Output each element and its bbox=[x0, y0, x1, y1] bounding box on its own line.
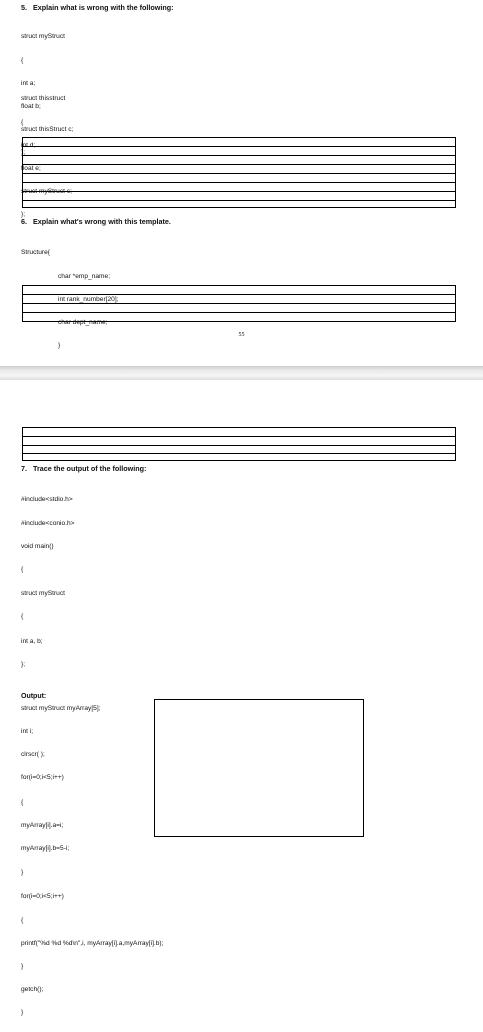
code-line: { bbox=[21, 613, 24, 621]
page-56 bbox=[0, 380, 483, 1017]
output-answer-box[interactable] bbox=[154, 699, 364, 837]
question-7-number: 7. bbox=[21, 464, 27, 473]
code-line: } bbox=[21, 963, 24, 971]
code-line: struct thisStruct c; bbox=[21, 125, 74, 133]
code-line: float e; bbox=[21, 164, 41, 172]
code-line: }; bbox=[21, 660, 26, 668]
code-line: float b; bbox=[21, 102, 41, 110]
code-line: char *emp_name; bbox=[58, 272, 111, 280]
question-6-number: 6. bbox=[21, 217, 27, 226]
code-line: struct myStruct c; bbox=[21, 187, 72, 195]
page-separator bbox=[0, 366, 483, 380]
page-55 bbox=[0, 0, 483, 366]
q6-answer-lines-continued[interactable] bbox=[22, 427, 456, 461]
code-line: void main() bbox=[21, 542, 54, 550]
code-line: } bbox=[21, 869, 24, 877]
code-line: int a, b; bbox=[21, 637, 43, 645]
code-line: clrscr( ); bbox=[21, 751, 45, 759]
code-line: { bbox=[21, 565, 24, 573]
code-line: struct thisstruct bbox=[21, 95, 66, 103]
code-line: { bbox=[21, 56, 24, 64]
question-6 bbox=[21, 217, 171, 226]
code-line: { bbox=[21, 916, 24, 924]
code-line: #include<stdio.h> bbox=[21, 496, 73, 504]
question-7 bbox=[21, 464, 146, 473]
code-line: }; bbox=[21, 148, 26, 156]
question-5 bbox=[21, 3, 174, 12]
code-line: myArray[i].a=i; bbox=[21, 821, 64, 829]
code-line: int a; bbox=[21, 79, 36, 87]
question-7-text: Trace the output of the following: bbox=[33, 464, 147, 473]
code-line: char dept_name; bbox=[58, 318, 108, 326]
code-line: } bbox=[58, 341, 61, 349]
code-line: { bbox=[21, 798, 24, 806]
question-5-number: 5. bbox=[21, 3, 27, 12]
code-line: for(i=0;i<5;i++) bbox=[21, 774, 64, 782]
q6-answer-lines[interactable] bbox=[22, 285, 456, 322]
code-line: struct myStruct bbox=[21, 590, 65, 598]
question-6-text: Explain what's wrong with this template. bbox=[33, 217, 171, 226]
code-line: Structure{ bbox=[21, 249, 50, 257]
code-line: printf("%d %d %d\n",i, myArray[i].a,myArray[i].b); bbox=[21, 940, 164, 948]
q7-code-block bbox=[21, 481, 163, 1032]
code-line: } bbox=[21, 1009, 24, 1017]
code-line: getch(); bbox=[21, 986, 44, 994]
code-line: { bbox=[21, 118, 24, 126]
code-line: #include<conio.h> bbox=[21, 519, 75, 527]
question-5-text: Explain what is wrong with the following: bbox=[33, 3, 174, 12]
code-line: int i; bbox=[21, 728, 34, 736]
q5-answer-lines[interactable] bbox=[22, 137, 456, 208]
code-line bbox=[21, 684, 163, 690]
code-line: myArray[i].b=5-i; bbox=[21, 845, 70, 853]
code-line: struct myStruct bbox=[21, 33, 65, 41]
output-label: Output: bbox=[21, 693, 47, 700]
code-line: int rank_number[20]; bbox=[58, 295, 119, 303]
code-line: int d; bbox=[21, 141, 36, 149]
code-line: }; bbox=[21, 210, 26, 218]
page-number: 55 bbox=[238, 332, 245, 338]
code-line: for(i=0;i<5;i++) bbox=[21, 892, 64, 900]
code-line: struct myStruct myArray[5]; bbox=[21, 705, 101, 713]
